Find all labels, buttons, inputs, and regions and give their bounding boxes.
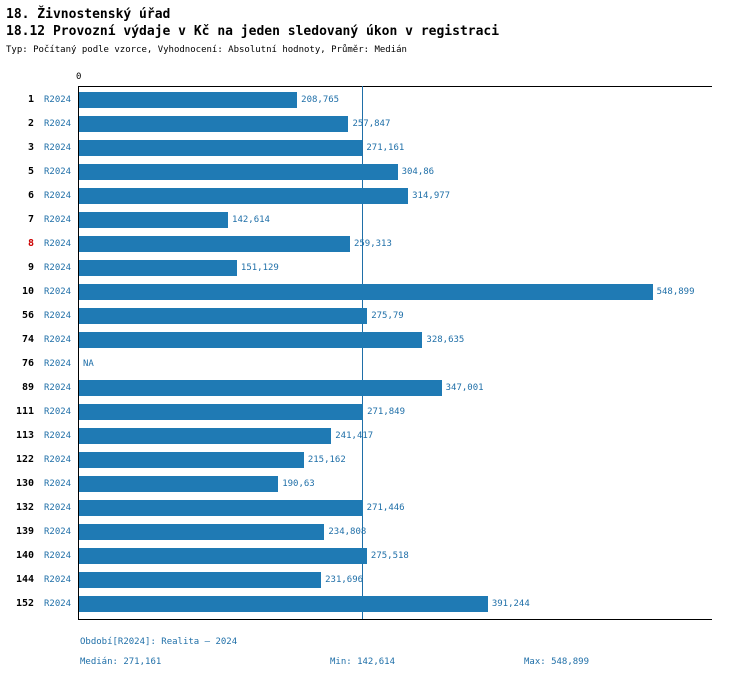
chart-row <box>0 400 750 424</box>
row-period-label: R2024 <box>44 215 72 225</box>
row-period-label: R2024 <box>44 359 72 369</box>
chart-header <box>0 0 750 57</box>
bar[interactable] <box>79 116 348 132</box>
chart-row <box>0 328 750 352</box>
legend-period: Období[R2024]: Realita – 2024 <box>80 637 238 647</box>
row-index-label: 89 <box>21 382 34 393</box>
axis-zero-label: 0 <box>76 72 82 82</box>
bar[interactable] <box>79 308 367 324</box>
bar-value-label: 271,161 <box>366 143 405 153</box>
bar-value-label: 241,417 <box>335 431 374 441</box>
row-period-label: R2024 <box>44 479 72 489</box>
chart-row <box>0 304 750 328</box>
row-index-label: 113 <box>15 430 34 441</box>
bar-value-label: 151,129 <box>240 263 279 273</box>
bar-value-label: 215,162 <box>307 455 346 465</box>
row-period-label: R2024 <box>44 431 72 441</box>
bar-value-label: 234,808 <box>328 527 367 537</box>
row-index-label: 74 <box>21 334 34 345</box>
axis-top-line <box>78 86 712 87</box>
bar-value-label: 548,899 <box>656 287 695 297</box>
row-index-label: 9 <box>27 262 34 273</box>
row-period-label: R2024 <box>44 383 72 393</box>
chart-footer <box>0 632 750 680</box>
bar[interactable] <box>79 572 321 588</box>
chart-row <box>0 280 750 304</box>
row-period-label: R2024 <box>44 575 72 585</box>
chart-row <box>0 448 750 472</box>
row-index-label: 132 <box>15 502 34 513</box>
bar[interactable] <box>79 92 297 108</box>
row-period-label: R2024 <box>44 551 72 561</box>
page-title: 18. Živnostenský úřad <box>6 7 171 22</box>
chart-row <box>0 472 750 496</box>
bar-value-label: 304,86 <box>401 167 435 177</box>
chart-type-line: Typ: Počítaný podle vzorce, Vyhodnocení: Absolutní hodnoty, Průměr: Medián <box>6 45 407 55</box>
bar[interactable] <box>79 140 362 156</box>
bar[interactable] <box>79 524 324 540</box>
chart-row <box>0 208 750 232</box>
row-index-label: 144 <box>15 574 34 585</box>
bar-value-label: 275,79 <box>371 311 404 321</box>
bar-value-label: 328,635 <box>426 335 465 345</box>
row-index-label: 6 <box>27 190 34 201</box>
row-index-label: 1 <box>27 94 34 105</box>
bar-value-label: 231,696 <box>325 575 364 585</box>
chart-row <box>0 184 750 208</box>
bar-value-label: 314,977 <box>412 191 451 201</box>
chart-row <box>0 376 750 400</box>
bar-value-label: 347,001 <box>445 383 484 393</box>
bar-value-label: 142,614 <box>232 215 270 225</box>
bar[interactable] <box>79 284 653 300</box>
chart-title: 18.12 Provozní výdaje v Kč na jeden sledovaný úkon v registraci <box>6 24 500 39</box>
row-index-label: 130 <box>15 478 34 489</box>
row-period-label: R2024 <box>44 335 72 345</box>
row-index-label: 10 <box>21 286 34 297</box>
bar-value-label: 208,765 <box>301 95 340 105</box>
bar[interactable] <box>79 260 237 276</box>
chart-row <box>0 88 750 112</box>
chart-row <box>0 256 750 280</box>
row-index-label: 76 <box>21 358 34 369</box>
row-period-label: R2024 <box>44 263 72 273</box>
bar[interactable] <box>79 548 367 564</box>
bar[interactable] <box>79 236 350 252</box>
chart-row <box>0 568 750 592</box>
row-index-label: 2 <box>27 118 34 129</box>
bar[interactable] <box>79 212 228 228</box>
chart-row <box>0 520 750 544</box>
bar[interactable] <box>79 380 442 396</box>
chart-row <box>0 496 750 520</box>
axis-bottom-line <box>78 619 712 620</box>
row-period-label: R2024 <box>44 287 72 297</box>
row-index-label: 5 <box>27 166 34 177</box>
stat-max: Max: 548,899 <box>524 657 590 667</box>
row-period-label: R2024 <box>44 167 72 177</box>
row-index-label: 152 <box>15 598 34 609</box>
row-index-label: 111 <box>15 406 34 417</box>
chart-row <box>0 424 750 448</box>
bar[interactable] <box>79 404 363 420</box>
bar-value-label: 271,446 <box>366 503 405 513</box>
row-index-label: 8 <box>27 238 34 249</box>
row-period-label: R2024 <box>44 191 72 201</box>
bar[interactable] <box>79 188 408 204</box>
row-period-label: R2024 <box>44 599 72 609</box>
bar-value-label: 257,847 <box>352 119 391 129</box>
bar[interactable] <box>79 332 422 348</box>
row-period-label: R2024 <box>44 239 72 249</box>
row-period-label: R2024 <box>44 143 72 153</box>
chart-row <box>0 136 750 160</box>
row-index-label: 139 <box>15 526 34 537</box>
chart-area <box>0 72 750 632</box>
row-index-label: 122 <box>15 454 34 465</box>
bar[interactable] <box>79 476 278 492</box>
bar[interactable] <box>79 452 304 468</box>
bar-value-label: 391,244 <box>491 599 530 609</box>
bar[interactable] <box>79 500 363 516</box>
bar-value-label: 190,63 <box>282 479 315 489</box>
stat-min: Min: 142,614 <box>330 657 396 667</box>
stat-median: Medián: 271,161 <box>80 657 162 667</box>
row-period-label: R2024 <box>44 95 72 105</box>
row-period-label: R2024 <box>44 311 72 321</box>
row-period-label: R2024 <box>44 527 72 537</box>
row-index-label: 56 <box>21 310 34 321</box>
row-period-label: R2024 <box>44 407 72 417</box>
bar-value-label: 275,518 <box>370 551 409 561</box>
row-na-label: NA <box>83 359 94 369</box>
row-index-label: 140 <box>15 550 34 561</box>
bar-value-label: 259,313 <box>353 239 392 249</box>
chart-row <box>0 160 750 184</box>
bar[interactable] <box>79 428 331 444</box>
row-period-label: R2024 <box>44 455 72 465</box>
chart-row <box>0 232 750 256</box>
bar-value-label: 271,849 <box>367 407 406 417</box>
bar-plot <box>0 86 750 631</box>
row-period-label: R2024 <box>44 119 72 129</box>
chart-row <box>0 352 750 376</box>
chart-row <box>0 112 750 136</box>
bar[interactable] <box>79 596 488 612</box>
chart-row <box>0 592 750 616</box>
chart-row <box>0 544 750 568</box>
row-index-label: 3 <box>27 142 34 153</box>
row-period-label: R2024 <box>44 503 72 513</box>
row-index-label: 7 <box>27 214 34 225</box>
bar[interactable] <box>79 164 398 180</box>
